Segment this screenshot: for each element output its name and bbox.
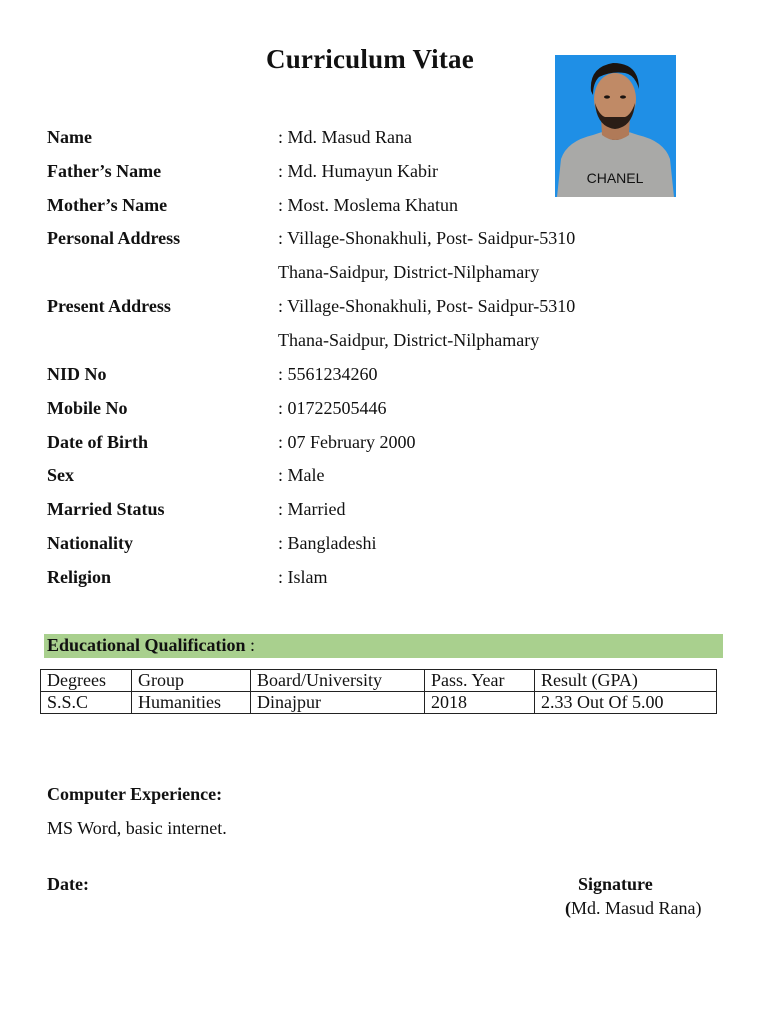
education-heading-bar [44, 634, 723, 658]
info-row-father [47, 161, 727, 187]
info-value: : 07 February 2000 [278, 432, 416, 452]
table-header-row [41, 670, 717, 692]
info-value: Thana-Saidpur, District-Nilphamary [278, 330, 540, 350]
signature-name: (Md. Masud Rana) [565, 898, 702, 918]
info-value: : Bangladeshi [278, 533, 377, 553]
table-row [41, 692, 717, 714]
info-value: : 5561234260 [278, 364, 378, 384]
info-label: NID No [47, 364, 107, 384]
info-row-present-address [47, 296, 727, 322]
info-row-married [47, 499, 727, 525]
info-value: : Md. Masud Rana [278, 127, 412, 147]
info-row-present-address-cont [47, 330, 727, 356]
info-row-nid [47, 364, 727, 390]
computer-experience-text: MS Word, basic internet. [47, 818, 227, 838]
date-label: Date: [47, 874, 89, 894]
info-label: Married Status [47, 499, 165, 519]
table-cell: Dinajpur [251, 692, 425, 714]
info-label: Religion [47, 567, 112, 587]
info-row-dob [47, 432, 727, 458]
table-cell: 2018 [425, 692, 535, 714]
education-table [40, 669, 717, 714]
info-label: Present Address [47, 296, 171, 316]
svg-text:CHANEL: CHANEL [586, 170, 644, 186]
info-row-nationality [47, 533, 727, 559]
info-row-personal-address-cont [47, 262, 727, 288]
info-value: : Md. Humayun Kabir [278, 161, 438, 181]
table-header-cell: Pass. Year [425, 670, 535, 692]
info-label: Father’s Name [47, 161, 162, 181]
table-header-cell: Degrees [41, 670, 132, 692]
info-row-mother [47, 195, 727, 221]
info-label: Name [47, 127, 92, 147]
table-cell: S.S.C [41, 692, 132, 714]
info-row-sex [47, 465, 727, 491]
table-header-cell: Group [132, 670, 251, 692]
info-row-name [47, 127, 727, 153]
info-value: : Most. Moslema Khatun [278, 195, 458, 215]
table-cell: Humanities [132, 692, 251, 714]
table-header-cell: Result (GPA) [535, 670, 717, 692]
info-row-personal-address [47, 228, 727, 254]
table-header-cell: Board/University [251, 670, 425, 692]
info-value: : Village-Shonakhuli, Post- Saidpur-5310 [278, 228, 576, 248]
info-value: : 01722505446 [278, 398, 387, 418]
info-label: Mother’s Name [47, 195, 168, 215]
table-cell: 2.33 Out Of 5.00 [535, 692, 717, 714]
info-value: : Village-Shonakhuli, Post- Saidpur-5310 [278, 296, 576, 316]
info-label: Nationality [47, 533, 134, 553]
info-label: Mobile No [47, 398, 128, 418]
computer-experience-heading: Computer Experience: [47, 784, 223, 804]
info-label: Sex [47, 465, 74, 485]
info-value: Thana-Saidpur, District-Nilphamary [278, 262, 540, 282]
info-value: : Married [278, 499, 346, 519]
info-row-mobile [47, 398, 727, 424]
info-row-religion [47, 567, 727, 593]
signature-label: Signature [578, 874, 653, 894]
document-title: Curriculum Vitae [266, 44, 474, 74]
info-value: : Male [278, 465, 325, 485]
info-label: Date of Birth [47, 432, 148, 452]
education-heading: Educational Qualification : [47, 635, 256, 655]
info-value: : Islam [278, 567, 328, 587]
info-label: Personal Address [47, 228, 181, 248]
